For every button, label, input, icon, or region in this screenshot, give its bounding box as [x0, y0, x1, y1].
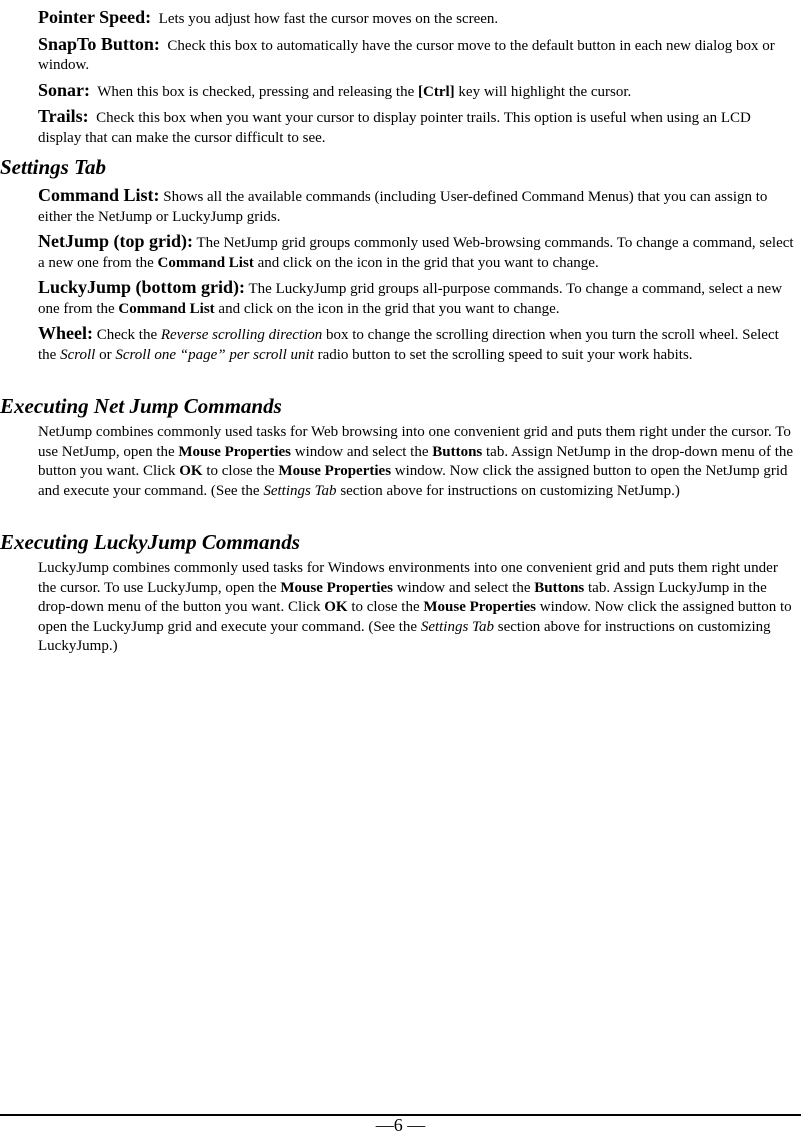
snapto-button-entry [38, 35, 801, 76]
entry-text: Check this box to automatically have the cursor move to the default button in each new dialog box or window. [38, 37, 775, 73]
page-number: —6 — [375, 1115, 426, 1135]
entry-text: and click on the icon in the grid that you want to change. [218, 300, 560, 317]
sonar-entry [38, 81, 801, 103]
section-title: Executing Net Jump Commands [0, 394, 282, 418]
lucky-jump-section [0, 529, 801, 657]
entry-text: Check this box when you want your cursor to display pointer trails. This option is useful when using an LCD display that can make the cursor difficult to see. [38, 110, 751, 146]
section-title: Settings Tab [0, 155, 107, 179]
entry-term: Trails: [38, 106, 89, 126]
para-text: window and select the [396, 579, 531, 596]
para-text: tab. Assign LuckyJump in the drop-down menu of the button you want. Click [38, 579, 767, 615]
entry-text: and click on the icon in the grid that you want to change. [257, 254, 599, 271]
settings-tab-section [0, 154, 801, 365]
luckyjump-entry [38, 278, 801, 319]
para-text: NetJump combines commonly used tasks for Web browsing into one convenient grid and puts them right under the cursor. To use NetJump, open the [38, 424, 791, 460]
command-list-ref: Command List [118, 300, 215, 317]
para-text: window. Now click the assigned button to open the LuckyJump grid and execute your command. (See the [38, 599, 792, 635]
entry-term: Wheel: [38, 323, 93, 343]
entry-term: LuckyJump (bottom grid): [38, 277, 246, 297]
para-text: tab. Assign NetJump in the drop-down menu of the button you want. Click [38, 443, 794, 479]
wheel-entry [38, 324, 801, 365]
entry-term: Command List: [38, 185, 160, 205]
entry-text: Shows all the available commands (including User-defined Command Menus) that you can assign to either the NetJump or LuckyJump grids. [38, 189, 768, 225]
para-text: window. Now click the assigned button to open the NetJump grid and execute your command. (See the [38, 463, 788, 499]
mouse-tab-items [0, 0, 801, 148]
section-title: Executing LuckyJump Commands [0, 530, 300, 554]
ctrl-key: [Ctrl] [418, 83, 455, 100]
entry-text: key will highlight the cursor. [458, 83, 632, 100]
option-name: Reverse scrolling direction [160, 327, 323, 343]
para-text: to close the [351, 599, 420, 615]
command-list-ref: Command List [157, 254, 254, 271]
section-paragraph [38, 559, 801, 657]
section-paragraph [38, 423, 801, 501]
para-text: window and select the [294, 443, 429, 460]
section-ref: Settings Tab [420, 618, 495, 635]
ui-term: OK [179, 463, 203, 479]
trails-entry [38, 107, 801, 148]
option-name: Scroll [60, 346, 96, 363]
entry-text: The NetJump grid groups commonly used Web-browsing commands. To change a command, select a new one from the [38, 235, 794, 271]
net-jump-section [0, 393, 801, 501]
entry-text: When this box is checked, pressing and releasing the [97, 83, 415, 100]
entry-text: radio button to set the scrolling speed to suit your work habits. [317, 346, 693, 363]
ui-term: Buttons [432, 443, 483, 460]
entry-term: Sonar: [38, 79, 91, 100]
para-text: LuckyJump combines commonly used tasks for Windows environments into one convenient grid and puts them right under the cursor. To use LuckyJump, open the [38, 560, 778, 596]
option-name: Scroll one “page” per scroll unit [115, 346, 314, 363]
entry-text: Check the [96, 327, 158, 343]
entry-term: NetJump (top grid): [38, 231, 193, 251]
entry-text: or [99, 346, 112, 363]
section-ref: Settings Tab [263, 482, 337, 499]
entry-term: Pointer Speed: [38, 7, 152, 27]
ui-term: Mouse Properties [280, 579, 394, 596]
ui-term: Mouse Properties [278, 463, 392, 479]
entry-term: SnapTo Button: [38, 33, 160, 54]
ui-term: OK [324, 599, 348, 615]
ui-term: Buttons [534, 579, 585, 596]
entry-text: box to change the scrolling direction when you turn the scroll wheel. Select the [38, 327, 779, 363]
ui-term: Mouse Properties [423, 599, 537, 615]
para-text: section above for instructions on customizing LuckyJump.) [38, 618, 771, 654]
ui-term: Mouse Properties [178, 443, 292, 460]
pointer-speed-entry [38, 8, 801, 30]
para-text: to close the [206, 463, 275, 479]
para-text: section above for instructions on customizing NetJump.) [340, 482, 680, 499]
entry-text: The LuckyJump grid groups all-purpose commands. To change a command, select a new one from the [38, 281, 783, 317]
command-list-entry [38, 186, 801, 227]
netjump-entry [38, 232, 801, 273]
entry-text: Lets you adjust how fast the cursor moves on the screen. [158, 11, 499, 27]
